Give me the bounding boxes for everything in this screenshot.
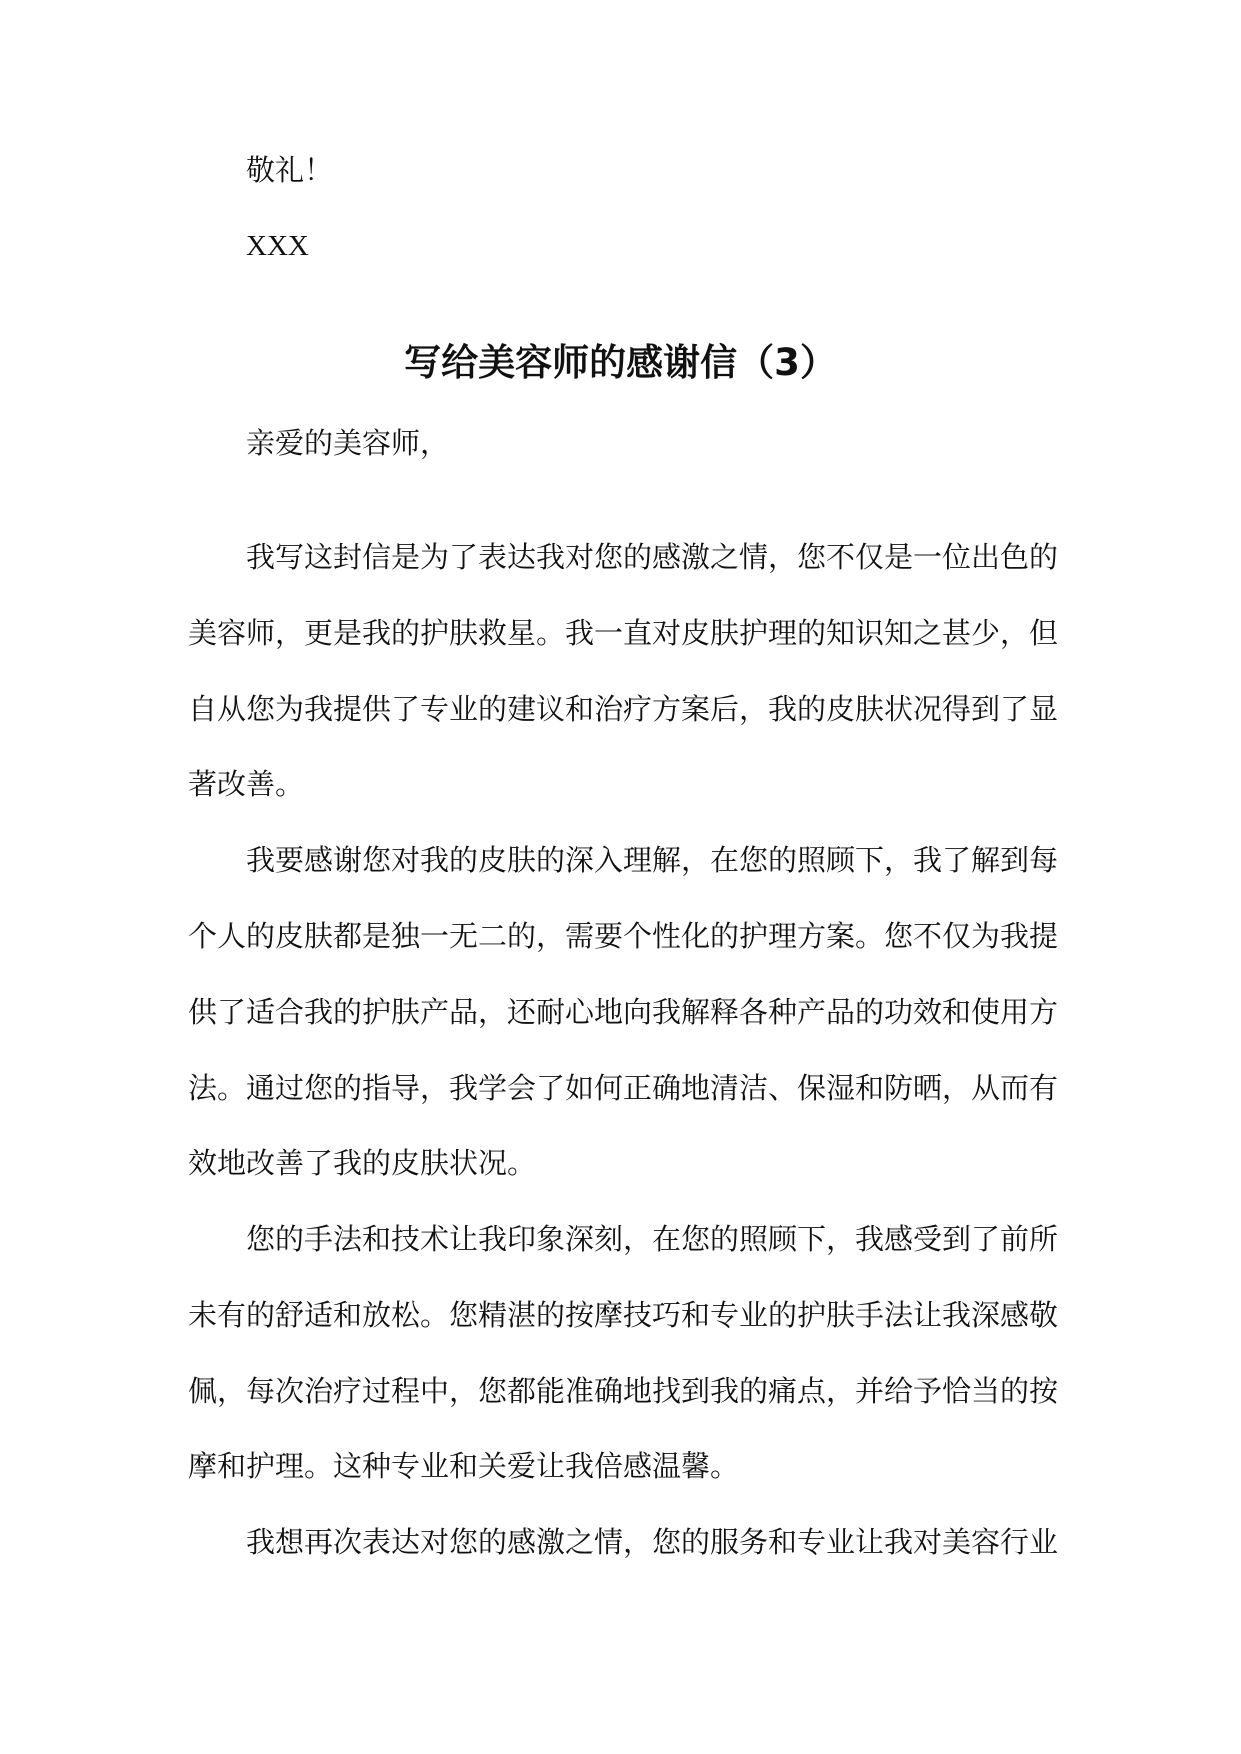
paragraph-line: 佩，每次治疗过程中，您都能准确地找到我的痛点，并给予恰当的按	[188, 1374, 1059, 1408]
paragraph-line: 效地改善了我的皮肤状况。	[188, 1146, 537, 1180]
paragraph-line: 我写这封信是为了表达我对您的感激之情，您不仅是一位出色的	[246, 540, 1059, 574]
paragraph-line: 著改善。	[188, 767, 305, 801]
paragraph-line: 自从您为我提供了专业的建议和治疗方案后，我的皮肤状况得到了显	[188, 692, 1059, 726]
paragraph-line: 我要感谢您对我的皮肤的深入理解，在您的照顾下，我了解到每	[246, 843, 1059, 877]
paragraph-line: 个人的皮肤都是独一无二的，需要个性化的护理方案。您不仅为我提	[188, 919, 1059, 953]
signature: XXX	[246, 230, 309, 262]
paragraph-line: 您的手法和技术让我印象深刻，在您的照顾下，我感受到了前所	[246, 1222, 1059, 1256]
paragraph-line: 我想再次表达对您的感激之情，您的服务和专业让我对美容行业	[246, 1525, 1059, 1559]
paragraph-line: 未有的舒适和放松。您精湛的按摩技巧和专业的护肤手法让我深感敬	[188, 1298, 1059, 1332]
greeting: 亲爱的美容师，	[246, 426, 450, 460]
paragraph-line: 美容师，更是我的护肤救星。我一直对皮肤护理的知识知之甚少，但	[188, 616, 1059, 650]
closing-salute: 敬礼！	[246, 153, 334, 187]
paragraph-line: 供了适合我的护肤产品，还耐心地向我解释各种产品的功效和使用方	[188, 995, 1059, 1029]
letter-title: 写给美容师的感谢信（3）	[404, 341, 837, 384]
paragraph-line: 摩和护理。这种专业和关爱让我倍感温馨。	[188, 1449, 740, 1483]
paragraph-line: 法。通过您的指导，我学会了如何正确地清洁、保湿和防晒，从而有	[188, 1071, 1059, 1105]
